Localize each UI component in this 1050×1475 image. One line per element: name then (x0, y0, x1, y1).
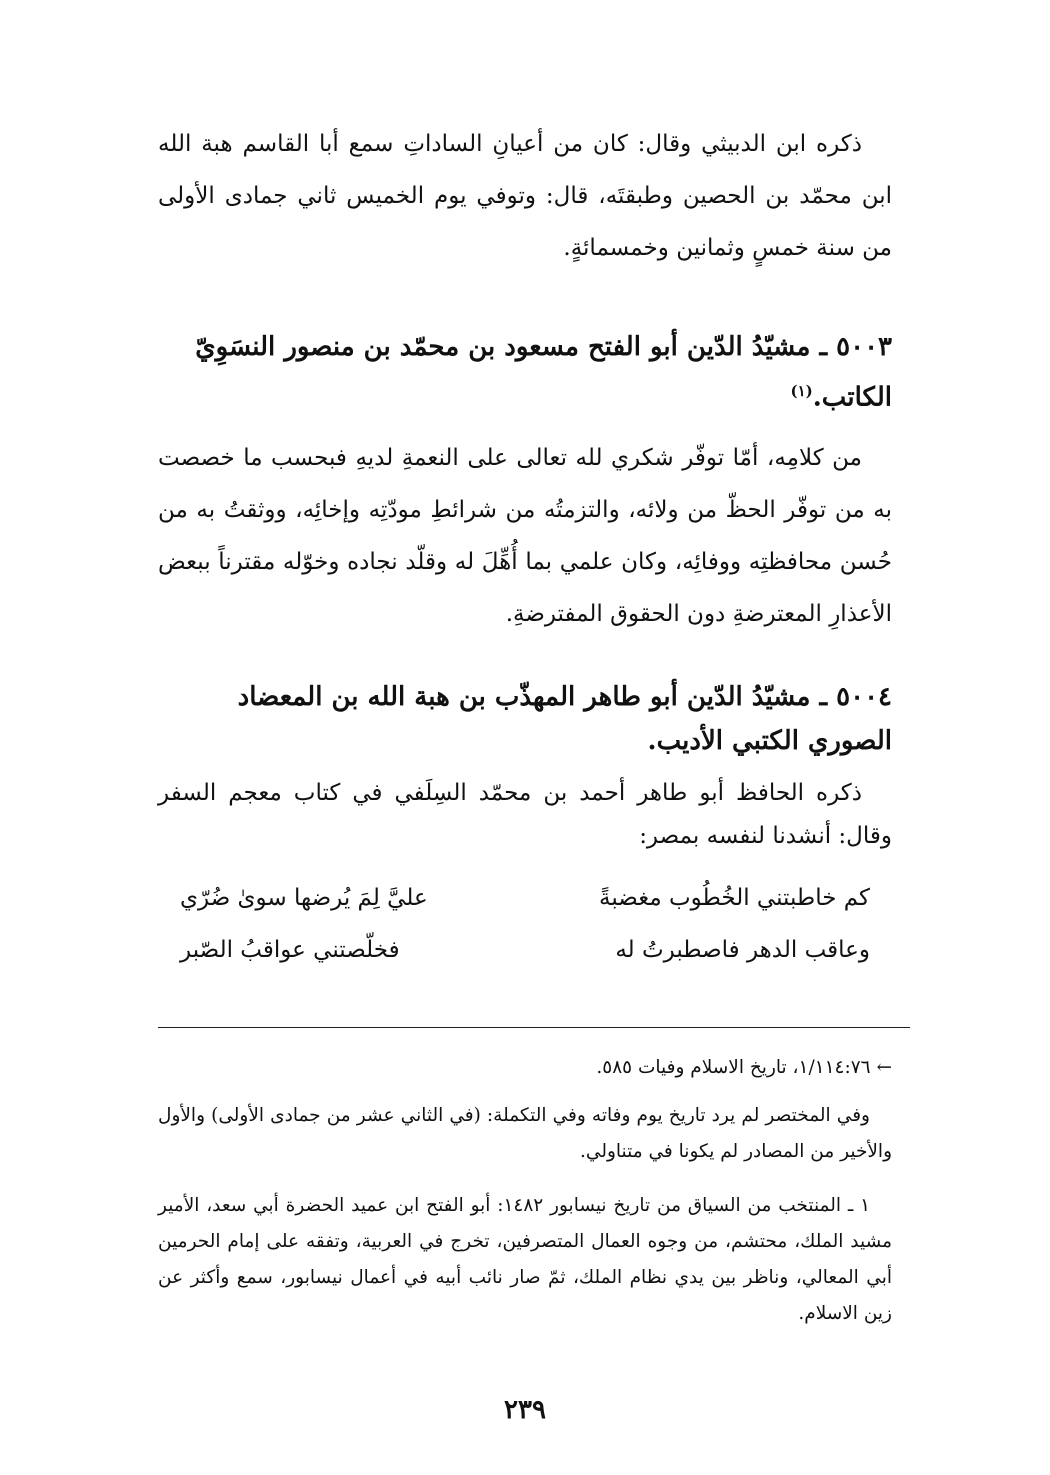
entry-5003-body: من كلامِه، أمّا توفّر شكري لله تعالى على النعمةِ لديهِ فبحسب ما خصصت به من توفّر الحظّ من ولائه، والتزمتُه من شرائطِ مودّتِه وإخائِه، ووثقتُ به من حُسن محافظتِه ووفائِه، وكان علمي بما أُهِّلَ له وقلّد نجاده وخوّله مقترناً ببعض الأعذارِ المعترضةِ دون الحقوق المفترضةِ. (158, 445, 892, 627)
footnote-divider (158, 1027, 910, 1028)
footnote-reference: ← ١/١١٤:٧٦، تاريخ الاسلام وفيات ٥٨٥. (596, 1057, 892, 1078)
entry-5004-body: ذكره الحافظ أبو طاهر أحمد بن محمّد السِلَفي في كتاب معجم السفر وقال: أنشدنا لنفسه بمصر: (158, 780, 892, 849)
entry-5003-heading (158, 325, 892, 420)
entry-5004-heading: ٥٠٠٤ ـ مشيّدُ الدّين أبو طاهر المهذّب بن هبة الله بن المعضاد الصوري الكتبي الأديب. (237, 682, 892, 756)
verse-1-second-hemistich: عليَّ لِمَ يُرضها سوىٰ ضُرّي (180, 885, 428, 911)
footnote-mark: (١) (790, 382, 813, 400)
page-number: ٢٣٩ (504, 1395, 546, 1425)
verse-1-first-hemistich: كم خاطبتني الخُطُوب مغضبةً (599, 885, 870, 911)
entry-5003-heading-text: ٥٠٠٣ ـ مشيّدُ الدّين أبو الفتح مسعود بن محمّد بن منصور النسَوِيّ الكاتب. (195, 332, 892, 413)
verse-2-second-hemistich: فخلّصتني عواقبُ الصّبر (180, 937, 400, 963)
verse-line-2 (180, 937, 870, 989)
footnote-note-1: ١ ـ المنتخب من السياق من تاريخ نيسابور ١٤٨٢: أبو الفتح ابن عميد الحضرة أبي سعد، الأمير مشيد الملك، محتشم، من وجوه العمال المتصرفين، تخرج في العربية، وتفقه على إمام الحرمين أبي المعالي، وناظر بين يدي نظام الملك، ثمّ صار نائب أبيه في أعمال نيسابور، سمع وأكثر عن زين الاسلام. (158, 1195, 892, 1324)
footnote-note-a: وفي المختصر لم يرد تاريخ يوم وفاته وفي التكملة: (في الثاني عشر من جمادى الأولى) والأول والأخير من المصادر لم يكونا في متناولي. (158, 1105, 892, 1162)
verse-line-1 (180, 885, 870, 937)
verse-2-first-hemistich: وعاقب الدهر فاصطبرتُ له (615, 937, 870, 963)
intro-paragraph: ذكره ابن الدبيثي وقال: كان من أعيانِ الساداتِ سمع أبا القاسم هبة الله ابن محمّد بن الحصين وطبقتَه، قال: وتوفي يوم الخميس ثاني جمادى الأولى من سنة خمسٍ وثمانين وخمسمائةٍ. (158, 131, 892, 261)
